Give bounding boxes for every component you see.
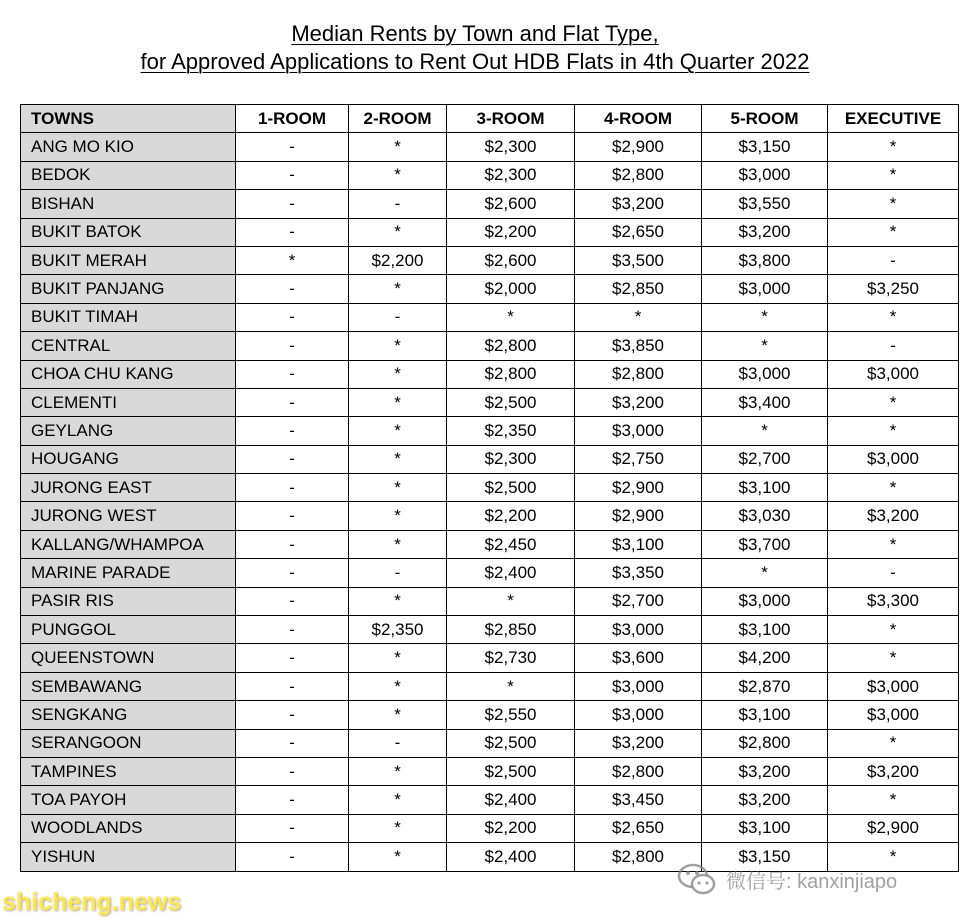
rent-cell-3-room: * (447, 303, 575, 331)
rent-cell-3-room: $2,300 (447, 133, 575, 161)
table-row (21, 729, 959, 757)
table-row (21, 332, 959, 360)
rent-cell-executive: * (828, 729, 959, 757)
rent-cell-executive: $3,300 (828, 587, 959, 615)
rent-cell-3-room: $2,400 (447, 843, 575, 871)
rent-cell-3-room: $2,500 (447, 757, 575, 785)
table-row (21, 445, 959, 473)
town-name-cell: BEDOK (21, 161, 236, 189)
table-row (21, 814, 959, 842)
town-name-cell: BUKIT MERAH (21, 246, 236, 274)
rent-cell-4-room: $2,900 (575, 474, 702, 502)
watermark-wechat-text: 微信号: kanxinjiapo (726, 870, 898, 893)
rent-cell-4-room: $2,800 (575, 757, 702, 785)
table-row (21, 786, 959, 814)
rent-cell-5-room: * (702, 303, 828, 331)
rent-cell-2-room: $2,350 (349, 616, 447, 644)
rent-cell-4-room: $3,000 (575, 616, 702, 644)
town-name-cell: BUKIT BATOK (21, 218, 236, 246)
rent-cell-executive: $3,200 (828, 757, 959, 785)
rent-cell-4-room: * (575, 303, 702, 331)
document-title (0, 20, 950, 76)
rent-cell-5-room: * (702, 559, 828, 587)
rent-cell-executive: $2,900 (828, 814, 959, 842)
rent-cell-5-room: $3,200 (702, 757, 828, 785)
column-header-2-room: 2-ROOM (349, 105, 447, 133)
rent-cell-1-room: - (236, 672, 349, 700)
rent-cell-1-room: - (236, 701, 349, 729)
town-name-cell: BUKIT PANJANG (21, 275, 236, 303)
rent-cell-3-room: $2,450 (447, 530, 575, 558)
title-line-1: Median Rents by Town and Flat Type, (291, 21, 659, 46)
rent-cell-executive: * (828, 417, 959, 445)
town-name-cell: CLEMENTI (21, 388, 236, 416)
rent-cell-1-room: - (236, 729, 349, 757)
rent-cell-5-room: $3,550 (702, 190, 828, 218)
rent-cell-4-room: $3,200 (575, 729, 702, 757)
rent-cell-4-room: $2,850 (575, 275, 702, 303)
table-row (21, 190, 959, 218)
rent-cell-1-room: - (236, 474, 349, 502)
rent-cell-1-room: - (236, 757, 349, 785)
rent-cell-2-room: * (349, 843, 447, 871)
wechat-icon (676, 858, 718, 900)
town-name-cell: QUEENSTOWN (21, 644, 236, 672)
rent-cell-executive: $3,000 (828, 360, 959, 388)
rent-cell-executive: * (828, 303, 959, 331)
town-name-cell: BUKIT TIMAH (21, 303, 236, 331)
town-name-cell: TAMPINES (21, 757, 236, 785)
rent-cell-executive: $3,000 (828, 445, 959, 473)
table-row (21, 616, 959, 644)
rent-cell-executive: * (828, 133, 959, 161)
town-name-cell: BISHAN (21, 190, 236, 218)
rent-cell-5-room: $3,100 (702, 814, 828, 842)
rent-cell-executive: * (828, 786, 959, 814)
rent-cell-executive: - (828, 246, 959, 274)
rent-cell-1-room: - (236, 133, 349, 161)
header-row (21, 105, 959, 133)
town-name-cell: SEMBAWANG (21, 672, 236, 700)
rent-cell-4-room: $2,700 (575, 587, 702, 615)
town-name-cell: SERANGOON (21, 729, 236, 757)
rent-cell-5-room: $4,200 (702, 644, 828, 672)
rent-cell-2-room: * (349, 672, 447, 700)
rent-cell-executive: * (828, 474, 959, 502)
rent-cell-2-room: - (349, 303, 447, 331)
table-row (21, 275, 959, 303)
rent-cell-1-room: - (236, 445, 349, 473)
rent-cell-4-room: $2,800 (575, 843, 702, 871)
rent-cell-2-room: * (349, 417, 447, 445)
rent-cell-3-room: $2,800 (447, 360, 575, 388)
rent-cell-5-room: * (702, 332, 828, 360)
town-name-cell: PASIR RIS (21, 587, 236, 615)
rent-cell-5-room: $2,700 (702, 445, 828, 473)
rent-cell-2-room: * (349, 530, 447, 558)
rent-cell-4-room: $3,600 (575, 644, 702, 672)
table-row (21, 246, 959, 274)
rent-cell-executive: $3,000 (828, 701, 959, 729)
rent-cell-4-room: $3,850 (575, 332, 702, 360)
rent-cell-5-room: $3,100 (702, 701, 828, 729)
rent-cell-4-room: $3,200 (575, 388, 702, 416)
rent-cell-executive: * (828, 190, 959, 218)
town-name-cell: GEYLANG (21, 417, 236, 445)
rent-cell-5-room: $3,000 (702, 275, 828, 303)
rent-cell-executive: * (828, 843, 959, 871)
rent-cell-1-room: - (236, 275, 349, 303)
town-name-cell: SENGKANG (21, 701, 236, 729)
rent-cell-5-room: $3,000 (702, 161, 828, 189)
rent-cell-executive: - (828, 559, 959, 587)
rent-cell-1-room: - (236, 303, 349, 331)
rent-cell-5-room: $3,000 (702, 587, 828, 615)
rent-cell-3-room: $2,500 (447, 474, 575, 502)
rent-cell-1-room: - (236, 388, 349, 416)
rent-cell-1-room: - (236, 786, 349, 814)
rent-cell-2-room: * (349, 275, 447, 303)
rent-cell-2-room: - (349, 729, 447, 757)
rent-cell-1-room: - (236, 559, 349, 587)
rent-cell-2-room: * (349, 445, 447, 473)
table-row (21, 474, 959, 502)
table-row (21, 587, 959, 615)
column-header-1-room: 1-ROOM (236, 105, 349, 133)
rent-cell-executive: - (828, 332, 959, 360)
table-row (21, 672, 959, 700)
rent-cell-executive: * (828, 530, 959, 558)
rent-cell-5-room: $3,100 (702, 474, 828, 502)
table-row (21, 360, 959, 388)
rent-cell-2-room: * (349, 133, 447, 161)
rent-cell-1-room: - (236, 616, 349, 644)
rent-cell-executive: * (828, 161, 959, 189)
rent-cell-3-room: $2,200 (447, 814, 575, 842)
rent-cell-3-room: $2,500 (447, 388, 575, 416)
rent-cell-3-room: $2,400 (447, 786, 575, 814)
table-row (21, 701, 959, 729)
rent-cell-3-room: $2,200 (447, 218, 575, 246)
rent-cell-4-room: $3,500 (575, 246, 702, 274)
rent-cell-3-room: $2,000 (447, 275, 575, 303)
town-name-cell: PUNGGOL (21, 616, 236, 644)
column-header-towns: TOWNS (21, 105, 236, 133)
rent-cell-1-room: - (236, 502, 349, 530)
rent-cell-4-room: $2,800 (575, 161, 702, 189)
rent-cell-3-room: $2,800 (447, 332, 575, 360)
rent-cell-5-room: $2,800 (702, 729, 828, 757)
rent-cell-3-room: $2,600 (447, 246, 575, 274)
rent-cell-4-room: $3,200 (575, 190, 702, 218)
rent-cell-executive: $3,000 (828, 672, 959, 700)
town-name-cell: WOODLANDS (21, 814, 236, 842)
table-row (21, 502, 959, 530)
rent-cell-5-room: * (702, 417, 828, 445)
column-header-executive: EXECUTIVE (828, 105, 959, 133)
rent-cell-2-room: - (349, 559, 447, 587)
rent-cell-5-room: $3,800 (702, 246, 828, 274)
rent-cell-4-room: $2,650 (575, 218, 702, 246)
rent-cell-2-room: * (349, 786, 447, 814)
rent-cell-4-room: $2,750 (575, 445, 702, 473)
column-header-5-room: 5-ROOM (702, 105, 828, 133)
rent-cell-1-room: - (236, 161, 349, 189)
rent-cell-5-room: $3,150 (702, 843, 828, 871)
rent-cell-1-room: - (236, 530, 349, 558)
rent-cell-4-room: $3,000 (575, 672, 702, 700)
town-name-cell: HOUGANG (21, 445, 236, 473)
rent-cell-3-room: $2,500 (447, 729, 575, 757)
rent-cell-2-room: - (349, 190, 447, 218)
rent-cell-3-room: * (447, 587, 575, 615)
column-header-4-room: 4-ROOM (575, 105, 702, 133)
rent-cell-2-room: * (349, 161, 447, 189)
rent-cell-1-room: - (236, 218, 349, 246)
rent-cell-4-room: $3,000 (575, 417, 702, 445)
rent-cell-4-room: $2,800 (575, 360, 702, 388)
rent-cell-2-room: * (349, 360, 447, 388)
rent-cell-3-room: $2,850 (447, 616, 575, 644)
rent-cell-3-room: $2,730 (447, 644, 575, 672)
watermark-wechat (676, 858, 897, 900)
rent-cell-5-room: $3,030 (702, 502, 828, 530)
rent-cell-5-room: $3,150 (702, 133, 828, 161)
rent-cell-3-room: * (447, 672, 575, 700)
rent-cell-4-room: $3,450 (575, 786, 702, 814)
watermark-site: shicheng.news (2, 888, 182, 916)
rent-cell-1-room: - (236, 360, 349, 388)
rent-cell-executive: * (828, 218, 959, 246)
rent-cell-executive: * (828, 644, 959, 672)
town-name-cell: CHOA CHU KANG (21, 360, 236, 388)
town-name-cell: CENTRAL (21, 332, 236, 360)
rent-cell-1-room: * (236, 246, 349, 274)
rent-cell-1-room: - (236, 843, 349, 871)
rent-cell-4-room: $2,900 (575, 133, 702, 161)
rent-cell-2-room: * (349, 814, 447, 842)
rent-cell-1-room: - (236, 417, 349, 445)
column-header-3-room: 3-ROOM (447, 105, 575, 133)
rent-cell-2-room: * (349, 502, 447, 530)
town-name-cell: JURONG EAST (21, 474, 236, 502)
rent-cell-5-room: $3,200 (702, 218, 828, 246)
table-row (21, 644, 959, 672)
rent-cell-1-room: - (236, 814, 349, 842)
rent-cell-4-room: $3,350 (575, 559, 702, 587)
table-row (21, 559, 959, 587)
title-line-2: for Approved Applications to Rent Out HDB Flats in 4th Quarter 2022 (140, 49, 810, 74)
rent-cell-3-room: $2,300 (447, 445, 575, 473)
table-row (21, 388, 959, 416)
rent-cell-5-room: $3,400 (702, 388, 828, 416)
rent-cell-2-room: * (349, 388, 447, 416)
rent-cell-3-room: $2,600 (447, 190, 575, 218)
rent-cell-3-room: $2,350 (447, 417, 575, 445)
rent-cell-2-room: * (349, 218, 447, 246)
town-name-cell: KALLANG/WHAMPOA (21, 530, 236, 558)
town-name-cell: YISHUN (21, 843, 236, 871)
rent-cell-executive: * (828, 388, 959, 416)
rent-cell-4-room: $2,650 (575, 814, 702, 842)
rent-cell-executive: $3,250 (828, 275, 959, 303)
rent-cell-2-room: * (349, 701, 447, 729)
rent-cell-executive: $3,200 (828, 502, 959, 530)
table-row (21, 757, 959, 785)
rent-cell-5-room: $3,000 (702, 360, 828, 388)
rent-cell-1-room: - (236, 644, 349, 672)
rent-cell-2-room: * (349, 587, 447, 615)
rent-cell-1-room: - (236, 190, 349, 218)
rent-cell-2-room: * (349, 474, 447, 502)
rent-cell-5-room: $3,700 (702, 530, 828, 558)
rent-cell-1-room: - (236, 587, 349, 615)
rent-cell-2-room: * (349, 644, 447, 672)
table-row (21, 417, 959, 445)
rent-cell-5-room: $2,870 (702, 672, 828, 700)
table-row (21, 161, 959, 189)
rent-cell-2-room: * (349, 332, 447, 360)
table-row (21, 133, 959, 161)
table-row (21, 303, 959, 331)
table-row (21, 530, 959, 558)
town-name-cell: ANG MO KIO (21, 133, 236, 161)
table-body (21, 133, 959, 871)
rent-cell-3-room: $2,550 (447, 701, 575, 729)
rent-cell-2-room: $2,200 (349, 246, 447, 274)
rent-cell-5-room: $3,200 (702, 786, 828, 814)
rent-cell-4-room: $2,900 (575, 502, 702, 530)
town-name-cell: MARINE PARADE (21, 559, 236, 587)
town-name-cell: TOA PAYOH (21, 786, 236, 814)
rent-cell-executive: * (828, 616, 959, 644)
rent-cell-4-room: $3,100 (575, 530, 702, 558)
rent-cell-3-room: $2,400 (447, 559, 575, 587)
median-rents-table (20, 104, 959, 872)
rent-cell-1-room: - (236, 332, 349, 360)
rent-cell-4-room: $3,000 (575, 701, 702, 729)
rent-cell-3-room: $2,200 (447, 502, 575, 530)
rent-cell-3-room: $2,300 (447, 161, 575, 189)
table-row (21, 218, 959, 246)
rent-cell-5-room: $3,100 (702, 616, 828, 644)
rent-cell-2-room: * (349, 757, 447, 785)
town-name-cell: JURONG WEST (21, 502, 236, 530)
